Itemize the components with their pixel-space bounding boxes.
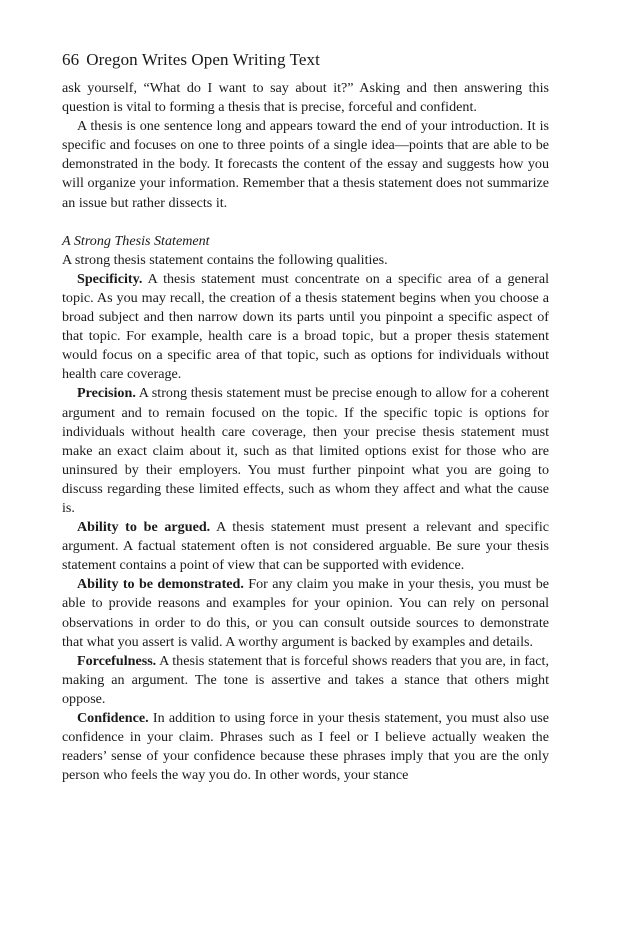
quality-text: A thesis statement must concentrate on a specific area of a general topic. As you may recall, the creation of a thesis statement begins when you choose a broad subject and then narrow down its parts until you pinpoint a specific aspect of that topic. For example, health care is a broad topic, but a proper thesis statement would focus on a specific area of that topic, such as options for individuals without health care coverage. — [62, 270, 549, 383]
quality-confidence — [62, 709, 549, 785]
quality-term: Specificity. — [77, 270, 143, 287]
quality-term: Precision. — [77, 385, 136, 402]
quality-term: Ability to be argued. — [77, 519, 211, 536]
continued-paragraph: ask yourself, “What do I want to say about it?” Asking and then answering this question is vital to forming a thesis that is precise, forceful and confident. — [62, 80, 549, 116]
quality-term: Forcefulness. — [77, 652, 157, 669]
quality-term: Confidence. — [77, 710, 149, 726]
quality-specificity — [62, 270, 549, 385]
quality-precision — [62, 384, 549, 518]
quality-forcefulness — [62, 652, 549, 709]
quality-demonstrable — [62, 575, 549, 651]
quality-text: A strong thesis statement must be precise enough to allow for a coherent argument and to remain focused on the topic. If the specific topic is options for individuals without health care coverage, then your precise thesis statement must make an exact claim about it, such as that limited options exist for those who are uninsured by their employers. You must further pinpoint what you are going to discuss regarding these limited effects, such as whom they affect and what the cause is. — [62, 385, 549, 516]
quality-arguable — [62, 518, 549, 575]
quality-text: For any claim you make in your thesis, you must be able to provide reasons and examples for your opinion. You can rely on personal observations in order to do this, or you can consult outside sources to demonstrate that what you assert is valid. A worthy argument is backed by examples and details. — [62, 576, 549, 650]
section-heading: A Strong Thesis Statement — [62, 232, 210, 249]
quality-text: In addition to using force in your thesis statement, you must also use confidence in your claim. Phrases such as I feel or I believe actually weaken the readers’ sense of your confidence because these phrases imply that you are the only person who feels the way you do. In other words, your stance — [62, 710, 549, 784]
quality-text: A thesis statement must present a relevant and specific argument. A factual statement often is not considered arguable. Be sure your thesis statement contains a point of view that can be supported with evidence. — [62, 519, 549, 574]
intro-paragraph: A thesis is one sentence long and appears toward the end of your introduction. It is specific and focuses on one to three points of a single idea—points that are able to be demonstrated in the body. It forecasts the content of the essay and suggests how you will organize your information. Remember that a thesis statement does not summarize an issue but rather dissects it. — [62, 118, 549, 211]
page-number: 66 — [62, 50, 80, 69]
quality-text: A thesis statement that is forceful shows readers that you are, in fact, making an argument. The tone is assertive and takes a stance that others might oppose. — [62, 652, 549, 707]
book-title: Oregon Writes Open Writing Text — [86, 50, 320, 69]
running-head — [62, 50, 549, 70]
quality-term: Ability to be demonstrated. — [77, 576, 244, 593]
page — [62, 50, 549, 785]
section-lead: A strong thesis statement contains the following qualities. — [62, 251, 388, 268]
